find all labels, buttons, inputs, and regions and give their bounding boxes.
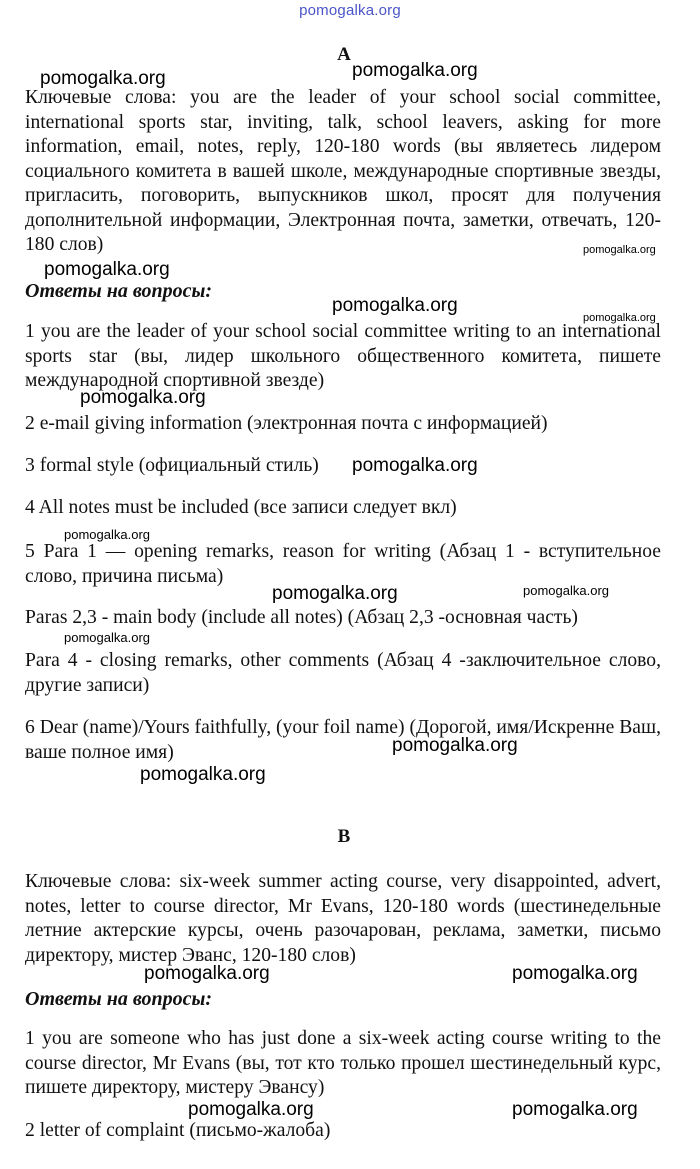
watermark: pomogalka.org xyxy=(272,583,398,604)
watermark: pomogalka.org xyxy=(352,455,478,476)
watermark: pomogalka.org xyxy=(512,963,638,984)
section-a-answer-1: 1 you are the leader of your school social committee writing to an international sports star (вы, лидер школьного общественного комитета, пишете международной спортивной звезде) xyxy=(25,321,661,391)
section-a-answer-5: 5 Para 1 — opening remarks, reason for writing (Абзац 1 - вступительное слово, причина письма) xyxy=(25,541,661,587)
watermark: pomogalka.org xyxy=(523,583,609,598)
section-a-answer-5-paras: Paras 2,3 - main body (include all notes) (Абзац 2,3 -основная часть) xyxy=(25,607,578,628)
section-a-answer-5-para4: Para 4 - closing remarks, other comments (Абзац 4 -заключительное слово, другие записи) xyxy=(25,650,661,696)
watermark: pomogalka.org xyxy=(144,963,270,984)
watermark: pomogalka.org xyxy=(64,527,150,542)
site-header: pomogalka.org xyxy=(299,2,401,19)
watermark: pomogalka.org xyxy=(188,1099,314,1120)
section-b-keywords: Ключевые слова: six-week summer acting course, very disappointed, advert, notes, letter to course director, Mr Evans, 120-180 words (шестинедельные летние актерские курсы, очень разочарован, реклама, заметки, письмо директору, мистер Эванс, 120-180 слов) xyxy=(25,871,661,966)
watermark: pomogalka.org xyxy=(583,312,656,324)
watermark: pomogalka.org xyxy=(40,68,166,89)
watermark: pomogalka.org xyxy=(392,735,518,756)
section-b-letter: B xyxy=(337,826,351,847)
watermark: pomogalka.org xyxy=(80,387,206,408)
watermark: pomogalka.org xyxy=(512,1099,638,1120)
section-a-letter: A xyxy=(337,44,351,65)
watermark: pomogalka.org xyxy=(332,295,458,316)
section-a-answer-6: 6 Dear (name)/Yours faithfully, (your foil name) (Дорогой, имя/Искренне Ваш, ваше полное имя) xyxy=(25,717,661,763)
section-b-answer-2: 2 letter of complaint (письмо-жалоба) xyxy=(25,1120,331,1141)
section-a-answers-heading: Ответы на вопросы: xyxy=(25,280,213,302)
watermark: pomogalka.org xyxy=(583,244,656,256)
section-a-answer-3: 3 formal style (официальный стиль) xyxy=(25,455,319,476)
section-b-answer-1: 1 you are someone who has just done a six-week acting course writing to the course director, Mr Evans (вы, тот кто только прошел шестинедельный курс, пишете директору, мистеру Эвансу) xyxy=(25,1028,661,1098)
section-a-keywords: Ключевые слова: you are the leader of your school social committee, international sports star, inviting, talk, school leavers, asking for more information, email, notes, reply, 120-180 words (вы являетесь лидером социального комитета в вашей школе, международные спортивные звезды, пригласить, поговорить, выпускников школ, просят для получения дополнительной информации, Электронная почта, заметки, отвечать, 120-180 слов) xyxy=(25,87,661,255)
section-a-answer-4: 4 All notes must be included (все записи следует вкл) xyxy=(25,497,457,518)
watermark: pomogalka.org xyxy=(44,259,170,280)
section-a-answer-2: 2 e-mail giving information (электронная почта с информацией) xyxy=(25,413,548,434)
watermark: pomogalka.org xyxy=(352,60,478,81)
section-b-answers-heading: Ответы на вопросы: xyxy=(25,988,213,1010)
watermark: pomogalka.org xyxy=(140,764,266,785)
watermark: pomogalka.org xyxy=(64,630,150,645)
